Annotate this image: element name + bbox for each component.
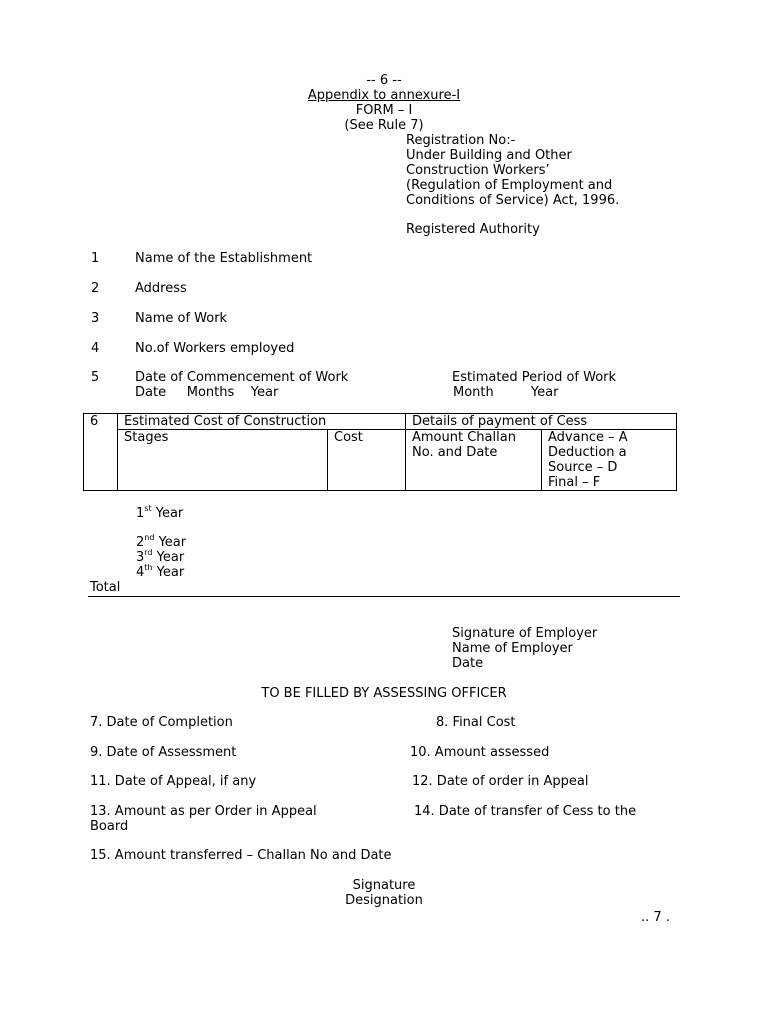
- payment-mode-line: Advance – A: [548, 430, 628, 445]
- field-label-commencement: Date of Commencement of Work: [135, 370, 349, 385]
- employer-signature-label: Signature of Employer: [452, 626, 598, 641]
- field-label-work: Name of Work: [135, 311, 228, 326]
- payment-of-cess-header: Details of payment of Cess: [406, 414, 677, 430]
- employer-name-label: Name of Employer: [452, 641, 573, 656]
- field-number: 1: [91, 251, 100, 266]
- act-line: Under Building and Other: [406, 148, 572, 163]
- year-row: [136, 565, 184, 580]
- cost-header: Cost: [328, 430, 406, 491]
- year-number: 3: [136, 550, 145, 565]
- field-amount-transferred: 15. Amount transferred – Challan No and Date: [90, 848, 392, 863]
- cess-table: [83, 413, 677, 491]
- assessing-officer-heading: TO BE FILLED BY ASSESSING OFFICER: [261, 686, 507, 701]
- year-number: 2: [136, 535, 145, 550]
- next-page-marker: .. 7 .: [641, 910, 670, 925]
- year-word: Year: [156, 550, 185, 565]
- field-date-of-order: 12. Date of order in Appeal: [412, 774, 589, 789]
- field-number: 5: [91, 370, 100, 385]
- total-divider: [88, 596, 680, 597]
- year-suffix: rd: [144, 548, 153, 557]
- table-row-number: 6: [84, 414, 118, 491]
- field-number: 4: [91, 341, 100, 356]
- act-line: (Regulation of Employment and: [406, 178, 613, 193]
- year-number: 1: [136, 506, 145, 521]
- stages-header: Stages: [118, 430, 328, 491]
- act-line: Construction Workers’: [406, 163, 550, 178]
- amount-challan-line: Amount Challan: [412, 430, 516, 445]
- officer-signature-label: Signature: [352, 878, 416, 893]
- employer-date-label: Date: [452, 656, 484, 671]
- field-number: 2: [91, 281, 100, 296]
- amount-challan-line: No. and Date: [412, 445, 498, 460]
- rule-reference: (See Rule 7): [344, 118, 424, 133]
- year-number: 4: [136, 565, 145, 580]
- cost-of-construction-header: Estimated Cost of Construction: [118, 414, 406, 430]
- year-suffix: nd: [144, 533, 155, 542]
- estimated-period-label: Estimated Period of Work: [452, 370, 617, 385]
- field-date-of-completion: 7. Date of Completion: [90, 715, 233, 730]
- field-amount-assessed: 10. Amount assessed: [410, 745, 550, 760]
- field-label-workers: No.of Workers employed: [135, 341, 295, 356]
- year-word: Year: [155, 506, 184, 521]
- field-number: 3: [91, 311, 100, 326]
- payment-mode-line: Source – D: [548, 460, 618, 475]
- form-title: FORM – I: [355, 103, 413, 118]
- year-row: [136, 506, 183, 521]
- registration-number-label: Registration No:-: [406, 133, 516, 148]
- payment-mode-header: [542, 430, 677, 491]
- year-suffix: st: [144, 504, 152, 513]
- page-number-marker: -- 6 --: [366, 73, 402, 88]
- officer-designation-label: Designation: [345, 893, 423, 908]
- year-suffix: th: [144, 563, 153, 572]
- commencement-subfields: Date Months Year: [135, 385, 279, 400]
- field-label-establishment: Name of the Establishment: [135, 251, 313, 266]
- field-date-of-appeal: 11. Date of Appeal, if any: [90, 774, 257, 789]
- payment-mode-line: Deduction a: [548, 445, 627, 460]
- amount-challan-header: [406, 430, 542, 491]
- year-word: Year: [156, 565, 185, 580]
- year-word: Year: [158, 535, 187, 550]
- appendix-title: Appendix to annexure-I: [307, 88, 461, 103]
- field-amount-per-order-cont: Board: [90, 819, 129, 834]
- field-date-of-transfer: 14. Date of transfer of Cess to the: [414, 804, 637, 819]
- payment-mode-line: Final – F: [548, 475, 601, 490]
- registered-authority-label: Registered Authority: [406, 222, 540, 237]
- field-final-cost: 8. Final Cost: [436, 715, 516, 730]
- field-label-address: Address: [135, 281, 187, 296]
- total-label: Total: [90, 580, 121, 595]
- field-date-of-assessment: 9. Date of Assessment: [90, 745, 237, 760]
- field-amount-per-order: 13. Amount as per Order in Appeal: [90, 804, 317, 819]
- estimated-period-subfields: Month Year: [453, 385, 559, 400]
- act-line: Conditions of Service) Act, 1996.: [406, 193, 620, 208]
